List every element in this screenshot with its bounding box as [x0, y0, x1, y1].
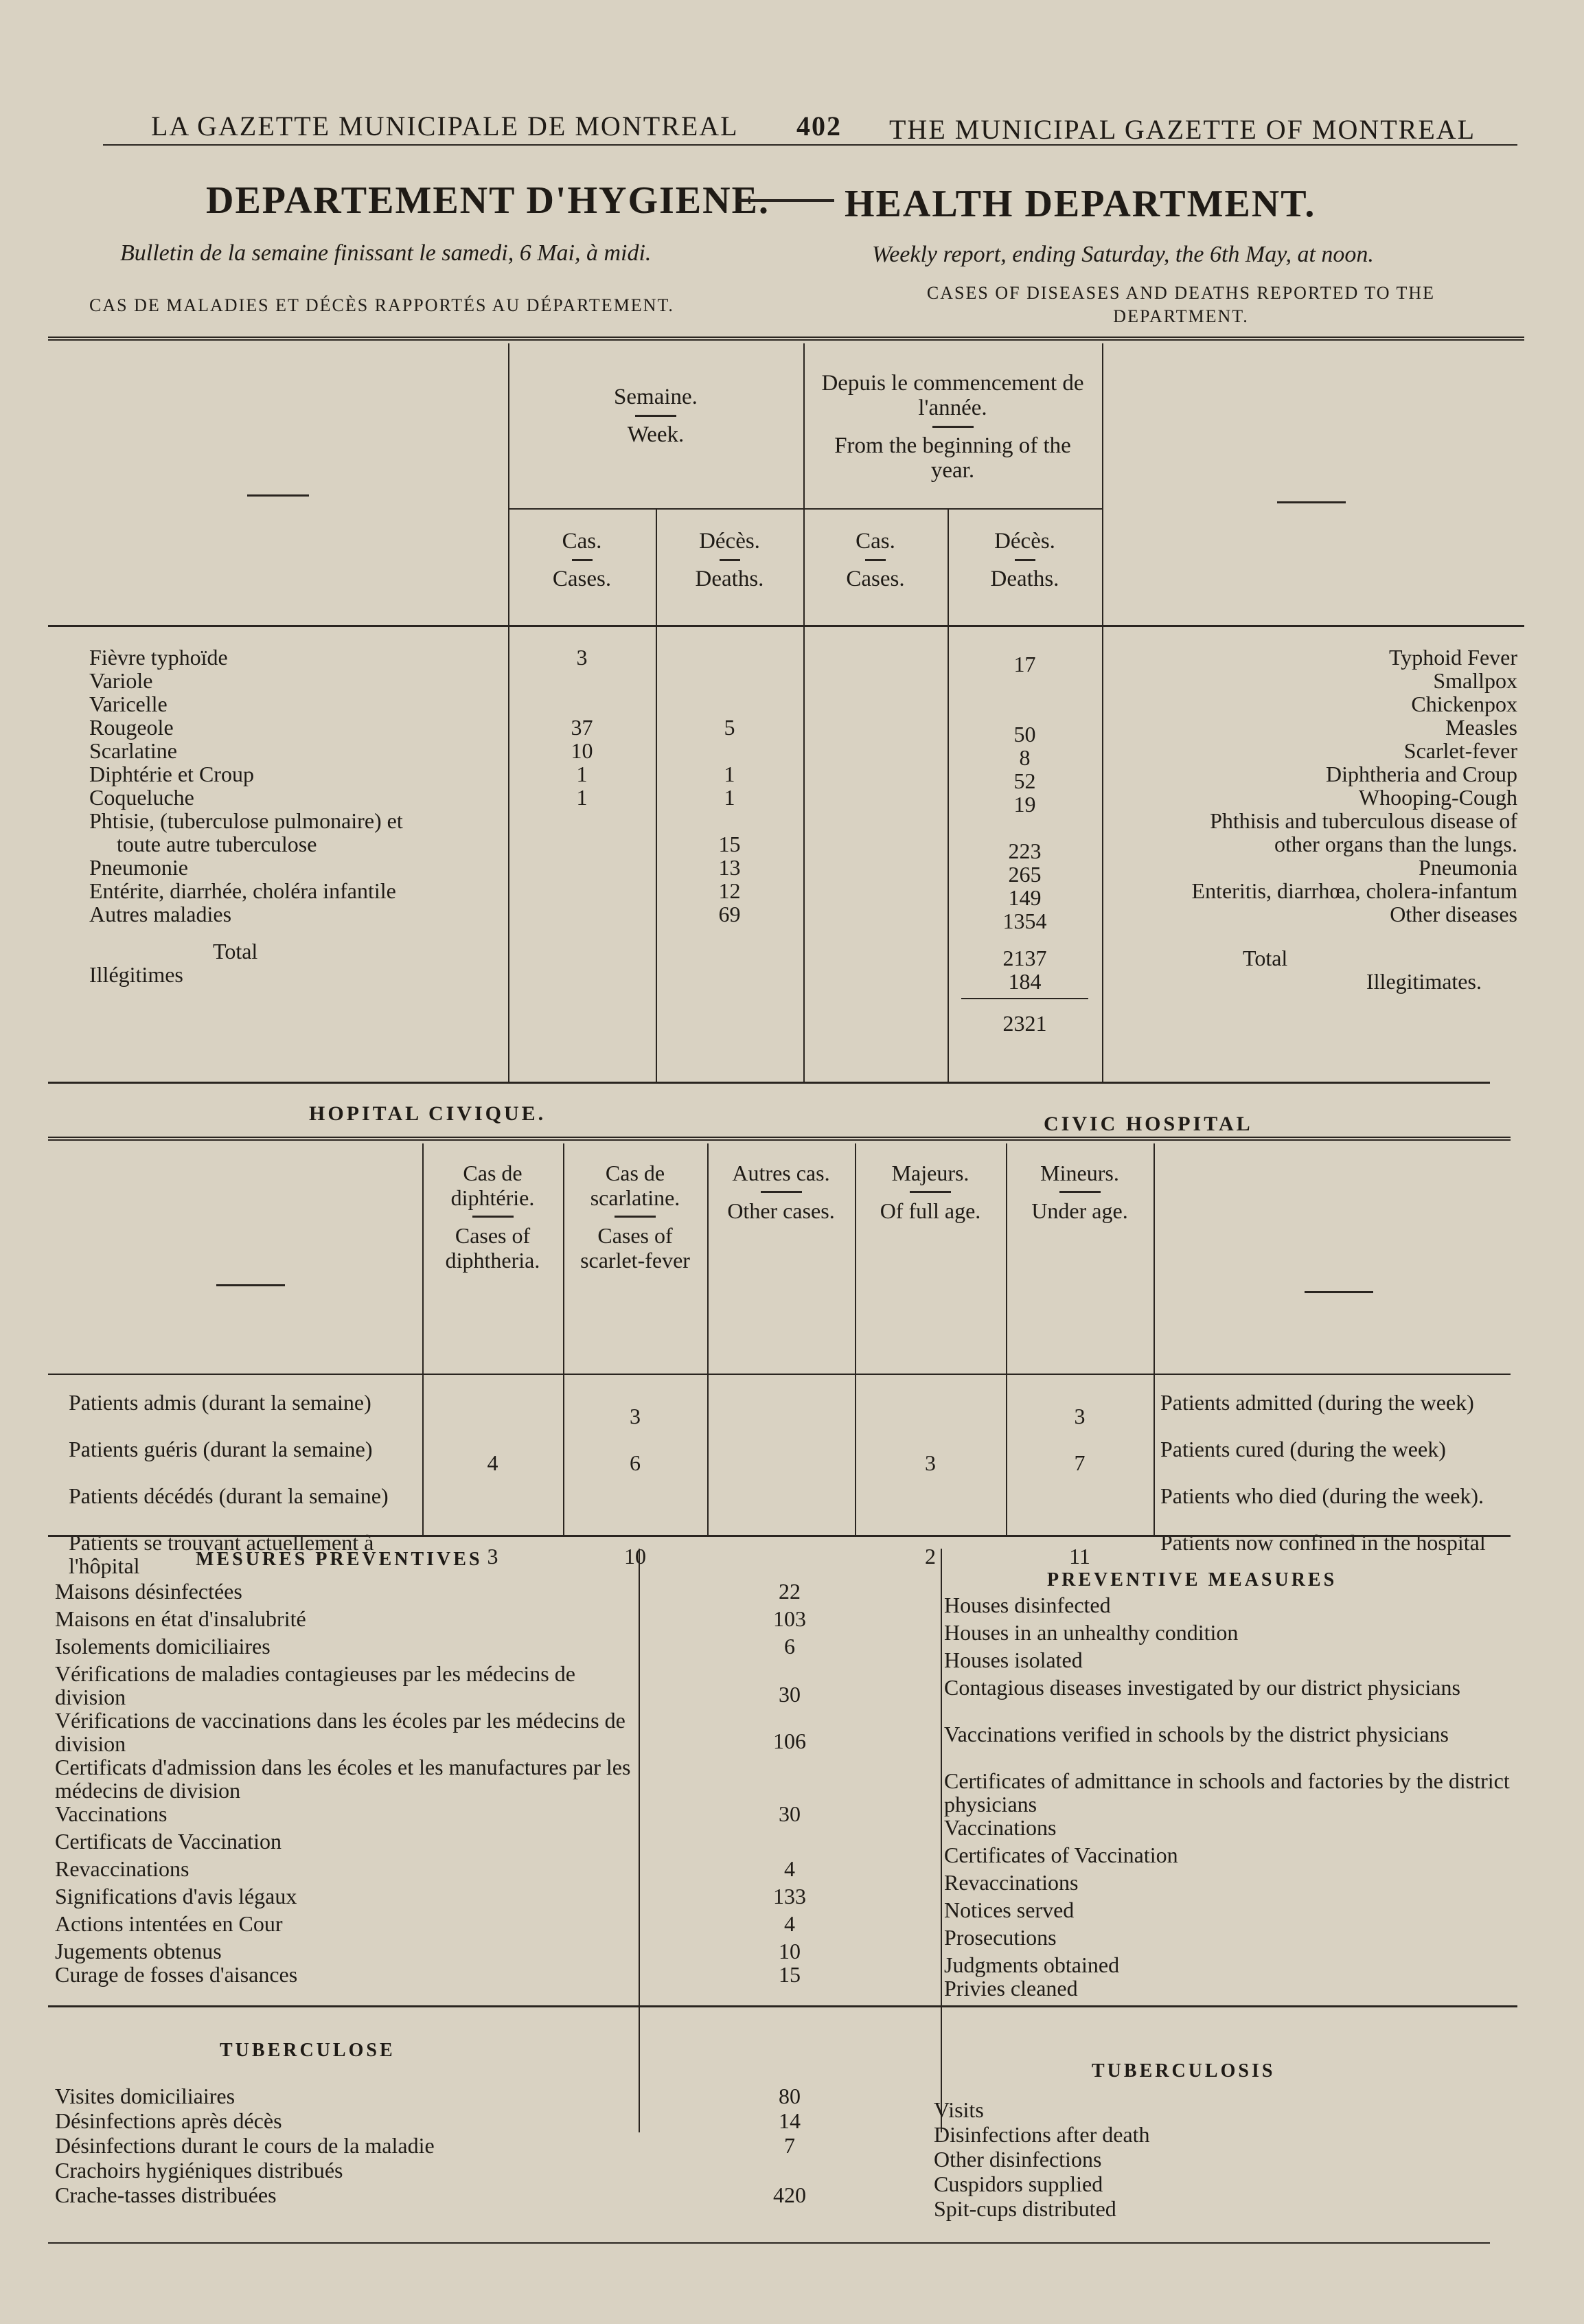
disease-value: 1	[576, 762, 588, 786]
hospital-title-en: CIVIC HOSPITAL	[1044, 1113, 1253, 1135]
disease-table-bottom-rule	[48, 1082, 1490, 1084]
tb-row-fr: Crachoirs hygiéniques distribués	[55, 2158, 343, 2183]
hospital-top-rule	[48, 1137, 1511, 1141]
disease-value: 17	[1013, 652, 1036, 676]
grand-total-rule	[961, 998, 1088, 999]
illegit-label-fr: Illégitimes	[89, 962, 183, 987]
tb-row-en: Visits	[934, 2097, 984, 2122]
preventive-value: 4	[784, 1856, 795, 1881]
tb-row-en: Cuspidors supplied	[934, 2172, 1103, 2196]
disease-value: 13	[718, 855, 741, 880]
disease-name-en: Chickenpox	[1411, 692, 1517, 716]
preventive-row-fr: Isolements domiciliaires	[55, 1634, 271, 1659]
preventive-value: 133	[773, 1884, 806, 1909]
hospital-value: 2	[925, 1544, 936, 1569]
hospital-col-fr: Majeurs.	[891, 1161, 969, 1185]
tb-row-fr: Visites domiciliaires	[55, 2084, 236, 2108]
gazette-page	[48, 62, 1524, 2294]
preventive-row-en: Houses isolated	[944, 1648, 1083, 1672]
running-header-left: LA GAZETTE MUNICIPALE DE MONTREAL	[151, 111, 739, 141]
disease-name-fr: Variole	[89, 668, 153, 693]
preventive-row-fr: Vaccinations	[55, 1801, 168, 1826]
disease-name-en: Pneumonia	[1419, 855, 1517, 880]
grand-total: 2321	[1002, 1011, 1047, 1036]
disease-name-fr: Coqueluche	[89, 785, 194, 810]
disease-value: 19	[1013, 792, 1036, 817]
stub-dash-right	[1277, 501, 1346, 503]
col-header-week-cases: Cas. Cases.	[552, 529, 612, 591]
hospital-value: 4	[487, 1450, 498, 1475]
disease-name-fr: Autres maladies	[89, 902, 232, 926]
disease-value: 10	[571, 738, 593, 763]
stub-dash	[216, 1284, 285, 1286]
hospital-value: 7	[1074, 1450, 1086, 1475]
tb-row-fr: Désinfections durant le cours de la maladie	[55, 2133, 435, 2158]
total-label-fr: Total	[213, 939, 258, 964]
hospital-value: 10	[624, 1544, 646, 1569]
title-en: HEALTH DEPARTMENT.	[845, 183, 1316, 225]
hospital-value: 3	[1074, 1404, 1086, 1428]
preventive-row-en: Houses in an unhealthy condition	[944, 1620, 1239, 1645]
hospital-row-fr: Patients guéris (durant la semaine)	[69, 1437, 373, 1461]
disease-name-fr: Pneumonie	[89, 855, 188, 880]
col-divider	[508, 343, 509, 1082]
preventive-row-en: Contagious diseases investigated by our district physicians	[944, 1675, 1460, 1700]
subtitle-en: Weekly report, ending Saturday, the 6th May, at noon.	[872, 242, 1374, 267]
disease-value: 37	[571, 715, 593, 740]
col-header-year-cases: Cas. Cases.	[846, 529, 905, 591]
disease-name-en: Smallpox	[1433, 668, 1517, 693]
caption-fr: CAS DE MALADIES ET DÉCÈS RAPPORTÉS AU DÉPARTEMENT.	[89, 295, 674, 315]
preventive-title-en: PREVENTIVE MEASURES	[1047, 1569, 1338, 1591]
preventive-value: 10	[779, 1939, 801, 1963]
hospital-row-en: Patients who died (during the week).	[1160, 1483, 1484, 1508]
illegit-label-en: Illegitimates.	[1366, 969, 1482, 994]
footer-rule	[48, 2242, 1490, 2244]
disease-name-fr: Entérite, diarrhée, choléra infantile	[89, 878, 396, 903]
hospital-row-fr: Patients décédés (durant la semaine)	[69, 1483, 389, 1508]
hospital-bottom-rule	[48, 1535, 1511, 1537]
tb-value: 14	[779, 2108, 801, 2133]
hospital-col-header	[855, 1161, 1006, 1223]
disease-name-en: Enteritis, diarrhœa, cholera-infantum	[1191, 878, 1517, 903]
hospital-col-fr: Mineurs.	[1040, 1161, 1119, 1185]
preventive-row-fr: Certificats d'admission dans les écoles et les manufactures par les médecins de division	[55, 1755, 631, 1803]
preventive-row-en: Certificates of Vaccination	[944, 1843, 1178, 1867]
preventive-row-en: Certificates of admittance in schools and factories by the district physicians	[944, 1768, 1510, 1816]
header-rule	[103, 144, 1517, 146]
preventive-title-fr: MESURES PREVENTIVES	[196, 1549, 483, 1570]
preventive-row-fr: Significations d'avis légaux	[55, 1884, 297, 1909]
col-divider	[1102, 343, 1103, 1082]
hospital-col-header	[422, 1161, 563, 1273]
hospital-value: 3	[630, 1404, 641, 1428]
preventive-row-fr: Revaccinations	[55, 1856, 190, 1881]
hospital-col-en: Under age.	[1031, 1198, 1128, 1223]
preventive-row-en: Revaccinations	[944, 1870, 1079, 1895]
hospital-col-en: Cases of scarlet-fever	[580, 1223, 690, 1273]
hospital-col-header	[707, 1161, 855, 1223]
tb-value: 7	[784, 2133, 795, 2158]
hospital-value: 3	[925, 1450, 936, 1475]
col-header-year-deaths: Décès. Deaths.	[990, 529, 1059, 591]
disease-value: 1	[724, 762, 735, 786]
header-divider	[508, 508, 1102, 510]
preventive-row-fr: Certificats de Vaccination	[55, 1829, 282, 1854]
hospital-value: 3	[487, 1544, 498, 1569]
prev-divider	[941, 1549, 942, 2132]
preventive-value: 6	[784, 1634, 795, 1659]
disease-value: 12	[718, 878, 741, 903]
illegit-deaths-year: 184	[1008, 969, 1042, 994]
disease-value: 149	[1008, 885, 1042, 910]
hospital-value: 6	[630, 1450, 641, 1475]
disease-value: 1	[724, 785, 735, 810]
col-header-week-deaths: Décès. Deaths.	[695, 529, 764, 591]
disease-name-en: Phthisis and tuberculous disease of	[1210, 808, 1517, 833]
hospital-col-fr: Autres cas.	[732, 1161, 830, 1185]
preventive-row-fr: Vérifications de maladies contagieuses par les médecins de division	[55, 1661, 575, 1709]
disease-name-en: other organs than the lungs.	[1274, 832, 1517, 856]
running-header-right: THE MUNICIPAL GAZETTE OF MONTREAL	[889, 114, 1476, 145]
preventive-row-en: Houses disinfected	[944, 1593, 1111, 1617]
tb-value: 420	[773, 2183, 806, 2207]
stub-dash	[247, 494, 309, 497]
hospital-value: 11	[1069, 1544, 1090, 1569]
group-year-header: Depuis le commencement de l'année. From the beginning of the year.	[821, 371, 1084, 483]
disease-value: 52	[1013, 768, 1036, 793]
tb-row-en: Disinfections after death	[934, 2122, 1150, 2147]
subtitle-fr: Bulletin de la semaine finissant le samedi, 6 Mai, à midi.	[120, 240, 652, 266]
disease-name-en: Whooping-Cough	[1358, 785, 1517, 810]
disease-value: 8	[1019, 745, 1031, 770]
hospital-row-en: Patients cured (during the week)	[1160, 1437, 1446, 1461]
header-bottom-rule	[48, 625, 1524, 627]
hospital-col-fr: Cas de scarlatine.	[590, 1161, 680, 1210]
tb-row-en: Other disinfections	[934, 2147, 1102, 2172]
disease-value: 50	[1013, 722, 1036, 747]
caption-en: CASES OF DISEASES AND DEATHS REPORTED TO THE DEPARTMENT.	[926, 283, 1436, 326]
preventive-value: 4	[784, 1911, 795, 1936]
preventive-row-fr: Maisons en état d'insalubrité	[55, 1606, 306, 1631]
preventive-row-en: Vaccinations	[944, 1815, 1057, 1840]
preventive-row-fr: Jugements obtenus	[55, 1939, 222, 1963]
preventive-row-en: Judgments obtained	[944, 1952, 1120, 1977]
preventive-row-en: Prosecutions	[944, 1925, 1057, 1950]
preventive-row-fr: Curage de fosses d'aisances	[55, 1962, 298, 1987]
disease-name-en: Typhoid Fever	[1388, 645, 1517, 670]
group-week-header: Semaine. Week.	[614, 385, 698, 447]
tb-title-en: TUBERCULOSIS	[1092, 2060, 1276, 2082]
disease-name-fr: Phtisie, (tuberculose pulmonaire) et	[89, 808, 403, 833]
preventive-value: 30	[779, 1801, 801, 1826]
preventive-row-fr: Vérifications de vaccinations dans les écoles par les médecins de division	[55, 1708, 625, 1756]
disease-name-fr: Rougeole	[89, 715, 174, 740]
tb-row-fr: Crache-tasses distribuées	[55, 2183, 277, 2207]
preventive-value: 106	[773, 1729, 806, 1753]
hospital-col-header	[563, 1161, 707, 1273]
preventive-row-fr: Maisons désinfectées	[55, 1579, 242, 1604]
disease-name-en: Scarlet-fever	[1403, 738, 1517, 763]
hospital-row-fr: Patients se trouvant actuellement à l'hôpital	[69, 1530, 374, 1578]
title-fr: DEPARTEMENT D'HYGIENE.	[206, 179, 770, 222]
disease-name-en: Measles	[1445, 715, 1517, 740]
page-number: 402	[796, 111, 842, 141]
disease-name-fr: toute autre tuberculose	[117, 832, 317, 856]
hospital-col-fr: Cas de diphtérie.	[450, 1161, 535, 1210]
disease-name-en: Diphtheria and Croup	[1325, 762, 1517, 786]
disease-name-en: Other diseases	[1390, 902, 1517, 926]
table-top-rule	[48, 337, 1524, 341]
disease-value: 69	[718, 902, 741, 926]
hospital-header-rule	[48, 1374, 1511, 1375]
hospital-title-fr: HOPITAL CIVIQUE.	[309, 1102, 547, 1125]
hospital-row-en: Patients admitted (during the week)	[1160, 1390, 1474, 1415]
hospital-row-fr: Patients admis (durant la semaine)	[69, 1390, 371, 1415]
tb-top-rule	[48, 2005, 1517, 2007]
title-dash	[738, 199, 834, 202]
tb-title-fr: TUBERCULOSE	[220, 2040, 395, 2061]
disease-name-fr: Diphtérie et Croup	[89, 762, 254, 786]
preventive-value: 103	[773, 1606, 806, 1631]
preventive-row-en: Notices served	[944, 1898, 1075, 1922]
total-label-en: Total	[1243, 946, 1288, 970]
hospital-row-en: Patients now confined in the hospital	[1160, 1530, 1486, 1555]
tb-value: 80	[779, 2084, 801, 2108]
disease-value: 3	[576, 645, 588, 670]
col-divider	[1153, 1143, 1155, 1535]
disease-value: 1	[576, 785, 588, 810]
preventive-row-en: Vaccinations verified in schools by the district physicians	[944, 1722, 1449, 1746]
disease-value: 265	[1008, 862, 1042, 887]
disease-value: 5	[724, 715, 735, 740]
disease-value: 223	[1008, 839, 1042, 863]
preventive-value: 30	[779, 1682, 801, 1707]
hospital-col-header	[1006, 1161, 1153, 1223]
disease-name-fr: Varicelle	[89, 692, 168, 716]
hospital-col-en: Other cases.	[727, 1198, 835, 1223]
disease-value: 1354	[1002, 909, 1047, 933]
hospital-col-en: Cases of diphtheria.	[445, 1223, 540, 1273]
disease-name-fr: Scarlatine	[89, 738, 177, 763]
stub-dash-right	[1305, 1291, 1373, 1293]
total-deaths-year: 2137	[1002, 946, 1047, 970]
preventive-value: 15	[779, 1962, 801, 1987]
tb-row-fr: Désinfections après décès	[55, 2108, 282, 2133]
disease-value: 15	[718, 832, 741, 856]
hospital-col-en: Of full age.	[880, 1198, 981, 1223]
preventive-row-fr: Actions intentées en Cour	[55, 1911, 283, 1936]
preventive-row-en: Privies cleaned	[944, 1976, 1078, 2001]
preventive-value: 22	[779, 1579, 801, 1604]
tb-row-en: Spit-cups distributed	[934, 2196, 1116, 2221]
disease-name-fr: Fièvre typhoïde	[89, 645, 228, 670]
